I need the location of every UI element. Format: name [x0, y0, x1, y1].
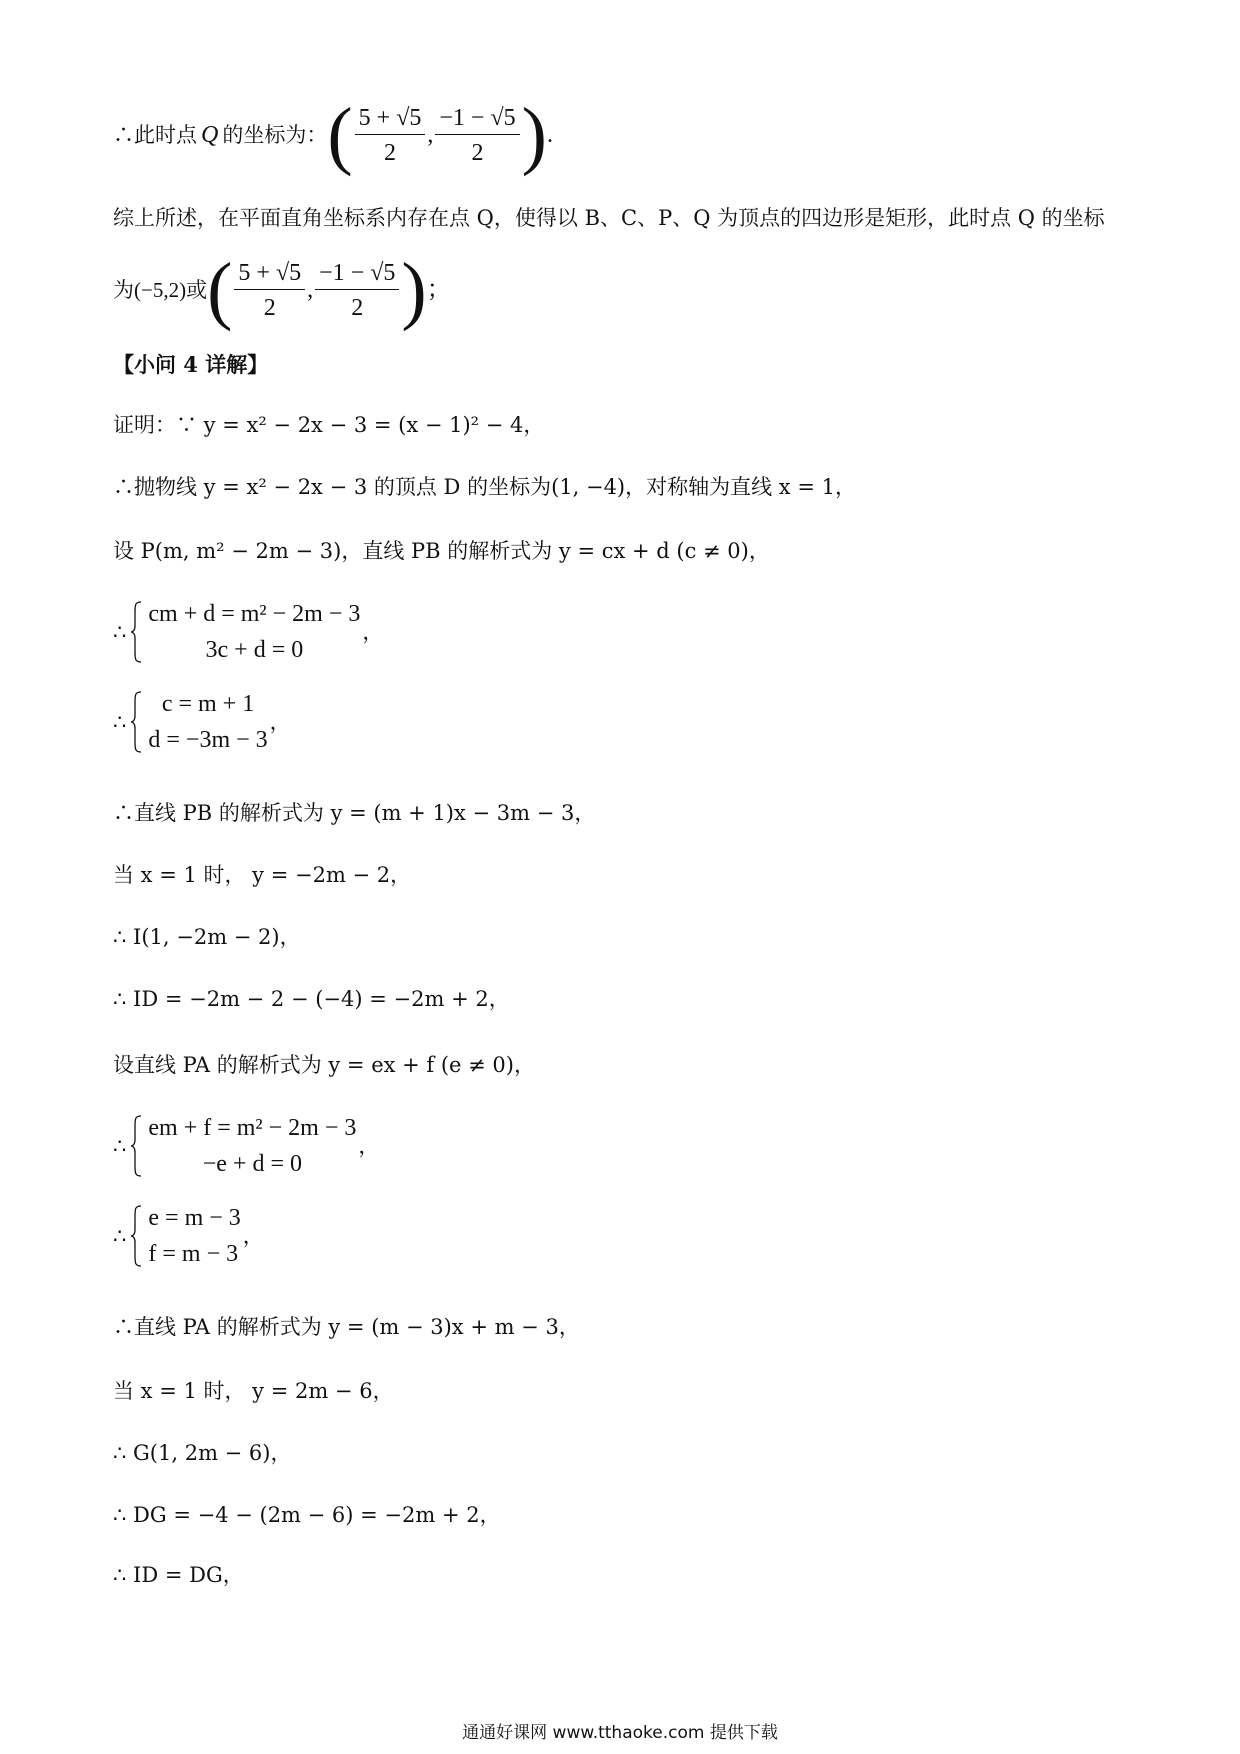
- line-text: ∴此时点: [113, 123, 197, 147]
- left-brace-icon: [130, 691, 142, 753]
- equation-system-3: [113, 1110, 1130, 1190]
- equation-system-1: [113, 596, 1130, 676]
- when-x-1-line: 当 x = 1 时， y = 2m − 6，: [113, 1379, 394, 1403]
- fraction-denominator: 2: [263, 294, 276, 321]
- therefore-symbol: ∴: [113, 620, 127, 644]
- left-paren-icon: (: [207, 248, 233, 332]
- left-paren-icon: (: [327, 93, 353, 177]
- fraction: [315, 259, 399, 322]
- equation-row: −e + d = 0: [202, 1151, 302, 1177]
- equation-row: c = m + 1: [161, 691, 255, 717]
- pa-equation-line: ∴直线 PA 的解析式为 y = (m − 3)x + m − 3，: [113, 1315, 580, 1339]
- fraction-numerator: −1 − √5: [435, 104, 519, 135]
- system-block: [113, 1110, 379, 1182]
- therefore-symbol: ∴: [113, 710, 127, 734]
- comma: ，: [358, 1134, 380, 1158]
- system-block: [113, 686, 291, 758]
- system-rows: [148, 1110, 356, 1182]
- coordinate-expression: ( $\frac{5 + √5}{2}$ , $\frac{-1 - √5}{2}$ ) ；: [207, 248, 451, 332]
- system-block: [113, 1200, 264, 1272]
- proof-line: 证明：∵ y = x² − 2x − 3 = (x − 1)² − 4，: [113, 413, 545, 437]
- fraction-numerator: −1 − √5: [315, 259, 399, 290]
- vertex-line: ∴抛物线 y = x² − 2x − 3 的顶点 D 的坐标为(1, −4)，对称轴为直线 x = 1，: [113, 475, 856, 499]
- line-text: 的坐标为：: [222, 123, 328, 147]
- page-footer: 通通好课网 www.tthaoke.com 提供下载: [462, 1723, 778, 1743]
- fraction: [234, 259, 305, 322]
- section-heading: 【小问 4 详解】: [113, 352, 269, 377]
- system-rows: [148, 686, 267, 758]
- id-length-line: ∴ ID = −2m − 2 − (−4) = −2m + 2，: [113, 987, 510, 1011]
- equation-row: em + f = m² − 2m − 3: [148, 1115, 357, 1141]
- pb-equation-line: ∴直线 PB 的解析式为 y = (m + 1)x − 3m − 3，: [113, 801, 596, 825]
- setup-pb-line: 设 P(m, m² − 2m − 3)，直线 PB 的解析式为 y = cx + d (c ≠ 0)，: [113, 539, 770, 563]
- equation-row: e = m − 3: [148, 1205, 241, 1231]
- fraction-numerator: 5 + √5: [355, 104, 426, 135]
- system-rows: [148, 596, 360, 668]
- system-rows: [148, 1200, 240, 1272]
- therefore-symbol: ∴: [113, 1134, 127, 1158]
- fraction: [355, 104, 426, 167]
- summary-line: 综上所述，在平面直角坐标系内存在点 Q，使得以 B、C、P、Q 为顶点的四边形是矩形，此时点 Q 的坐标: [113, 206, 1105, 230]
- coordinate-expression: ( $\frac{5 + √5}{2}$ , $\frac{-1 - √5}{2}$ ) .: [327, 93, 553, 177]
- dg-length-line: ∴ DG = −4 − (2m − 6) = −2m + 2，: [113, 1503, 501, 1527]
- equation-row: d = −3m − 3: [148, 727, 268, 753]
- right-paren-icon: ): [401, 248, 427, 332]
- equation-row: f = m − 3: [148, 1241, 239, 1267]
- point-g-line: ∴ G(1, 2m − 6)，: [113, 1441, 292, 1465]
- fraction-numerator: 5 + √5: [234, 259, 305, 290]
- left-brace-icon: [130, 1115, 142, 1177]
- point-i-line: ∴ I(1, −2m − 2)，: [113, 925, 301, 949]
- comma: ，: [362, 620, 384, 644]
- fraction-denominator: 2: [471, 139, 484, 166]
- fraction-denominator: 2: [351, 294, 364, 321]
- q-coordinate-line-1: [113, 93, 1130, 177]
- left-brace-icon: [130, 1205, 142, 1267]
- equation-row: 3c + d = 0: [205, 637, 304, 663]
- comma: ，: [269, 710, 291, 734]
- right-paren-icon: ): [521, 93, 547, 177]
- equation-system-2: [113, 686, 1130, 766]
- semicolon: ；: [426, 277, 451, 303]
- equation-row: cm + d = m² − 2m − 3: [148, 601, 361, 627]
- period: .: [546, 122, 553, 148]
- fraction-denominator: 2: [384, 139, 397, 166]
- var-q: Q: [201, 122, 219, 148]
- left-brace-icon: [130, 601, 142, 663]
- fraction: [435, 104, 519, 167]
- system-block: [113, 596, 383, 668]
- q-coordinate-line-2: [113, 248, 1130, 332]
- conclusion-line: ∴ ID = DG，: [113, 1563, 244, 1587]
- line-text: 为(−5,2)或: [113, 278, 208, 302]
- setup-pa-line: 设直线 PA 的解析式为 y = ex + f (e ≠ 0)，: [113, 1053, 535, 1077]
- when-x-1-line: 当 x = 1 时， y = −2m − 2，: [113, 863, 412, 887]
- therefore-symbol: ∴: [113, 1224, 127, 1248]
- comma: ，: [242, 1224, 264, 1248]
- equation-system-4: [113, 1200, 1130, 1280]
